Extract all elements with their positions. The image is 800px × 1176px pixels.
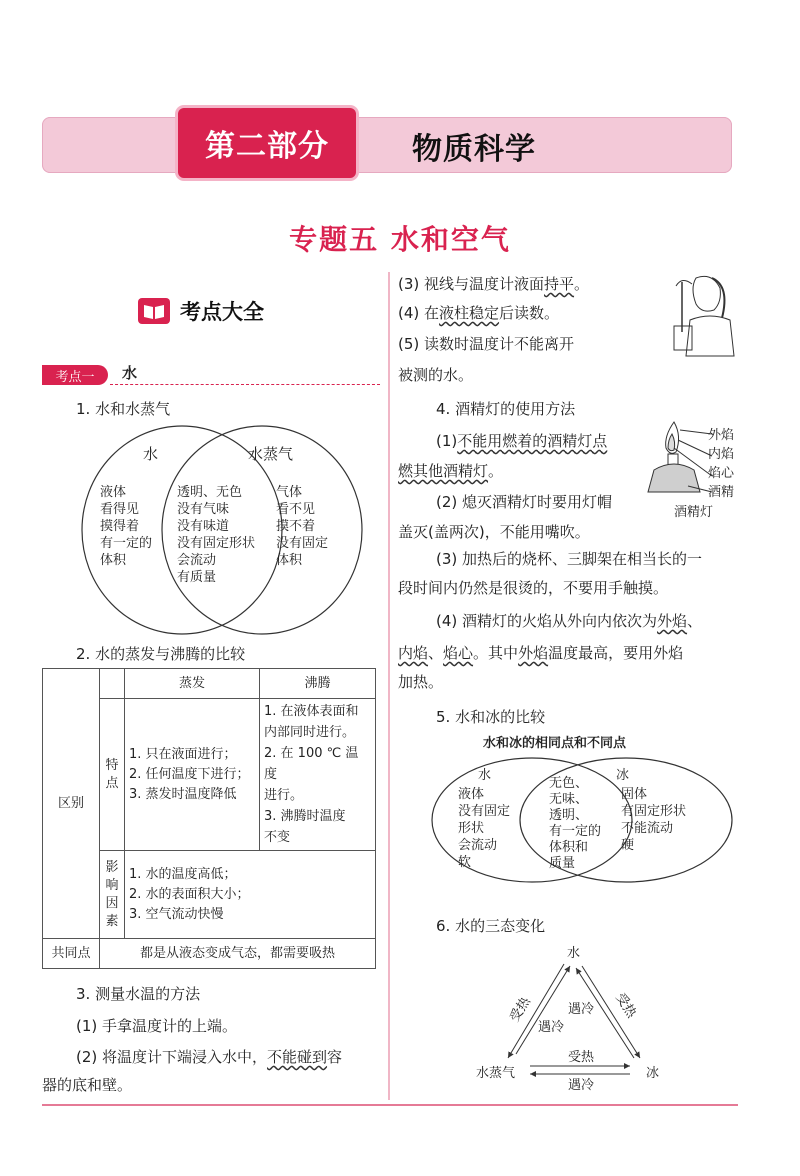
item4-p3: (3) 加热后的烧杯、三脚架在相当长的一 (436, 550, 703, 568)
venn1-right-list: 气体 看不见 摸不着 没有固定 体积 (276, 485, 329, 568)
row-factor-label: 影响因素 (100, 851, 125, 939)
item3-step2: (2) 将温度计下端浸入水中，不能碰到容 (76, 1048, 343, 1066)
factor-cell: 1. 水的温度高低； 2. 水的表面积大小； 3. 空气流动快慢 (125, 851, 376, 939)
venn2-left-list: 液体 没有固定 形状 会流动 软 (458, 787, 511, 870)
label-center-mid: 遇冷 (538, 1020, 565, 1035)
venn2-right-title: 冰 (616, 768, 630, 783)
venn2-left-title: 水 (478, 768, 492, 783)
item4-p4-cont: 内焰、焰心。其中外焰温度最高，要用外焰 (398, 644, 684, 662)
item5-heading: 5. 水和冰的比较 (436, 708, 546, 726)
item4-p4: (4) 酒精灯的火焰从外向内依次为外焰、 (436, 612, 703, 630)
common-cell: 都是从液态变成气态，都需要吸热 (100, 939, 376, 969)
item4-p1: (1)不能用燃着的酒精灯点 (436, 432, 608, 450)
item4-p2: (2) 熄灭酒精灯时要用灯帽 (436, 493, 613, 511)
label-bottom-bottom: 遇冷 (568, 1078, 595, 1093)
item4-p2-cont: 盖灭(盖两次)，不能用嘴吹。 (398, 523, 590, 541)
item4-p4-end: 加热。 (398, 673, 444, 691)
venn1-right-title: 水蒸气 (248, 445, 294, 463)
venn1-left-title: 水 (143, 445, 159, 463)
item3-step1: (1) 手拿温度计的上端。 (76, 1017, 238, 1035)
point-label: 水 (122, 364, 138, 382)
venn2-right-list: 固体 有固定形状 不能流动 硬 (621, 787, 687, 853)
section-title: 考点大全 (180, 300, 264, 324)
item4-heading: 4. 酒精灯的使用方法 (436, 400, 576, 418)
evap-boil-table (42, 668, 376, 969)
subject-title: 物质科学 (412, 132, 536, 167)
lamp-label-alcohol: 酒精 (708, 485, 735, 500)
lamp-label-inner: 内焰 (708, 447, 735, 462)
node-ice: 冰 (646, 1066, 660, 1081)
item3-step5-cont: 被测的水。 (398, 366, 474, 384)
node-water: 水 (567, 946, 581, 961)
item5-subtitle: 水和冰的相同点和不同点 (483, 736, 627, 751)
bottom-rule (42, 1104, 738, 1106)
topic-title: 专题五 水和空气 (289, 223, 511, 256)
item4-p1-cont: 燃其他酒精灯。 (398, 462, 504, 480)
col-boil-header: 沸腾 (260, 669, 376, 699)
item3-heading: 3. 测量水温的方法 (76, 985, 201, 1003)
alcohol-lamp-illustration (644, 420, 714, 500)
node-vapor: 水蒸气 (476, 1066, 516, 1081)
feature-boil-cell: 1. 在液体表面和 内部同时进行。 2. 在 100 ℃ 温度 进行。 3. 沸腾时温度 不变 (260, 699, 376, 851)
label-right-outer: 受热 (612, 990, 639, 1021)
lamp-label-outer: 外焰 (708, 428, 735, 443)
row-common-label: 共同点 (43, 939, 100, 969)
header-banner (42, 117, 732, 173)
label-center-top: 遇冷 (568, 1002, 595, 1017)
label-left-outer: 受热 (507, 994, 534, 1025)
item3-step3: (3) 视线与温度计液面持平。 (398, 275, 590, 293)
item3-step2-cont: 器的底和壁。 (42, 1076, 133, 1094)
item6-heading: 6. 水的三态变化 (436, 917, 546, 935)
col-evap-header: 蒸发 (125, 669, 260, 699)
item1-heading: 1. 水和水蒸气 (76, 400, 171, 418)
lamp-caption: 酒精灯 (674, 505, 714, 520)
lamp-label-core: 焰心 (708, 466, 735, 481)
point-badge: 考点一 (42, 365, 108, 385)
venn2-common-list: 无色、 无味、 透明、 有一定的 体积和 质量 (549, 776, 602, 871)
thermometer-reading-illustration (660, 270, 742, 358)
column-divider (388, 272, 390, 1100)
item4-p3-cont: 段时间内仍然是很烫的，不要用手触摸。 (398, 579, 669, 597)
item3-step5: (5) 读数时温度计不能离开 (398, 335, 575, 353)
point-rule (110, 384, 380, 385)
row-diff-label: 区别 (43, 669, 100, 939)
item3-step4: (4) 在液柱稳定后读数。 (398, 304, 560, 322)
book-icon (138, 298, 170, 324)
venn1-left-list: 液体 看得见 摸得着 有一定的 体积 (100, 485, 153, 568)
row-feature-label: 特点 (100, 699, 125, 851)
item2-heading: 2. 水的蒸发与沸腾的比较 (76, 645, 246, 663)
feature-evap-cell: 1. 只在液面进行； 2. 任何温度下进行； 3. 蒸发时温度降低 (125, 699, 260, 851)
part-tab: 第二部分 (178, 108, 356, 178)
venn1-common-list: 透明、无色 没有气味 没有味道 没有固定形状 会流动 有质量 (177, 485, 256, 585)
label-bottom-top: 受热 (568, 1050, 595, 1065)
